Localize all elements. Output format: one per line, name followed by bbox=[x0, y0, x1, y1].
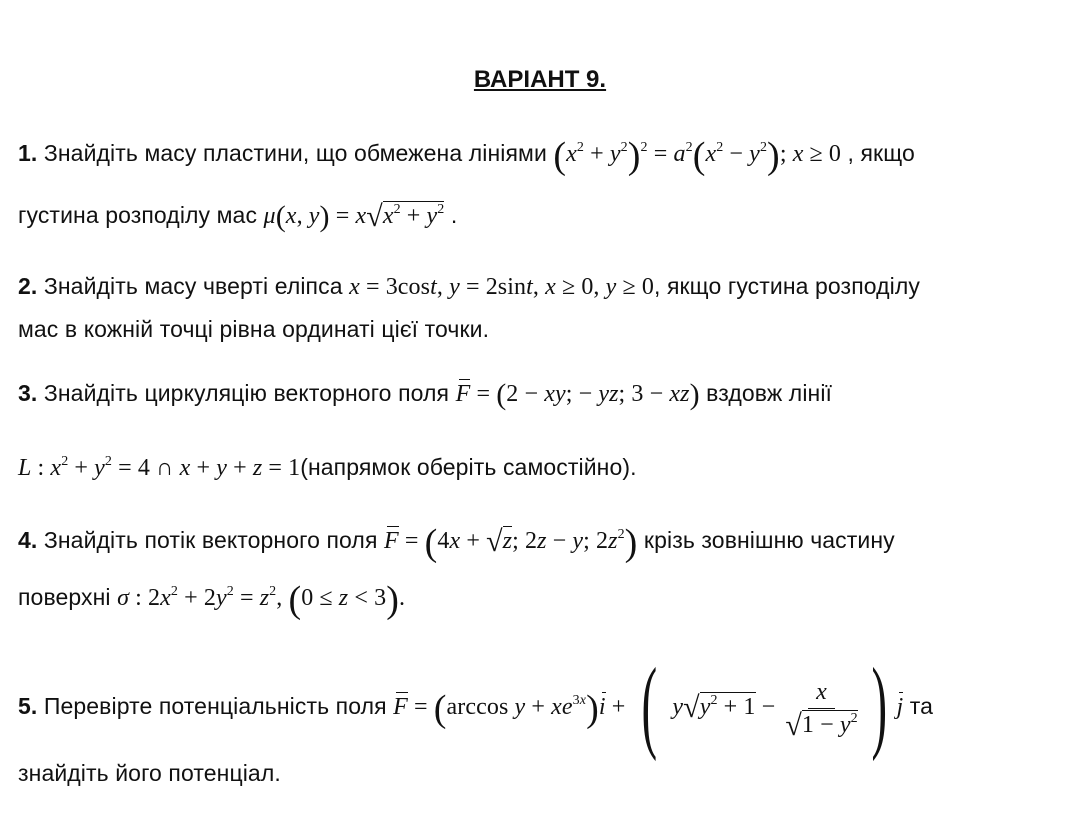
problem-1-number: 1. bbox=[18, 140, 38, 166]
problem-3-line-1 bbox=[18, 378, 833, 411]
problem-1-density-text: густина розподілу мас bbox=[18, 202, 264, 228]
problem-4-surface-formula: σ : $2x^2 + 2y^2 = z^2$, (0 ≤ z < 3). bbox=[117, 579, 406, 621]
problem-3-text: Знайдіть циркуляцію векторного поля bbox=[37, 380, 456, 406]
problem-2-ellipse-formula: x = 3cost, y = 2sint, x ≥ 0, y ≥ 0 bbox=[349, 274, 654, 300]
problem-3-field-formula: F = (2 − xy; − yz; 3 − xz) bbox=[455, 378, 700, 411]
problem-3-curve-formula: L : $x^2 + y^2 = 4$ ∩ x + y + z = 1 bbox=[18, 454, 301, 481]
problem-2-line-2 bbox=[18, 316, 489, 343]
problem-1-end: . bbox=[444, 202, 458, 228]
problem-4-text-cont: крізь зовнішню частину bbox=[637, 527, 895, 553]
problem-2-line-1 bbox=[18, 273, 920, 301]
problem-1-density-formula: μ(x, $y) = x√x^2 + y^2$ bbox=[263, 200, 445, 233]
problem-3-text-cont: вздовж лінії bbox=[699, 380, 833, 406]
problem-5-line-2 bbox=[18, 760, 281, 787]
problem-5-text-line2: знайдіть його потенціал. bbox=[18, 760, 281, 786]
problem-2-text-cont: , якщо густина розподілу bbox=[653, 273, 920, 299]
problem-1-curve-formula: $(x^2 + y^2)^2 = a^2(x^2 - y^2)$; x ≥ 0 bbox=[553, 135, 842, 177]
problem-2-number: 2. bbox=[18, 273, 38, 299]
problem-3-direction-text: (напрямок оберіть самостійно). bbox=[300, 454, 637, 480]
problem-2-text: Знайдіть масу чверті еліпса bbox=[37, 273, 350, 299]
problem-5-text: Перевірте потенціальність поля bbox=[37, 693, 394, 720]
problem-1-text-cont: , якщо bbox=[841, 140, 915, 166]
problem-4-number: 4. bbox=[18, 527, 38, 553]
problem-4-surface-text: поверхні bbox=[18, 584, 118, 610]
problem-5-text-cont: та bbox=[903, 693, 934, 720]
problem-3-number: 3. bbox=[18, 380, 38, 406]
problem-5-field-formula: F = (arccos $y + xe^{3x})i$ + ( $y√y^2 + 1$ − $\frac{x}{√1 - y^2}$ ) j bbox=[393, 647, 904, 763]
variant-title: ВАРІАНТ 9. bbox=[473, 66, 607, 93]
problem-3-line-2 bbox=[18, 454, 637, 482]
problem-1-line-2 bbox=[18, 200, 458, 233]
problem-2-text-line2: мас в кожній точці рівна ординаті цієї точки. bbox=[18, 316, 490, 342]
problem-1-text: Знайдіть масу пластини, що обмежена лініями bbox=[37, 140, 554, 166]
problem-4-field-formula: F = (4x + √z; 2z − y; $2z^2$) bbox=[383, 522, 638, 564]
problem-1-line-1 bbox=[18, 135, 915, 177]
problem-4-text: Знайдіть потік векторного поля bbox=[37, 527, 384, 553]
problem-5-line-1 bbox=[18, 647, 934, 763]
problem-5-number: 5. bbox=[18, 693, 38, 720]
problem-4-line-2 bbox=[18, 579, 406, 621]
problem-4-line-1 bbox=[18, 522, 895, 564]
